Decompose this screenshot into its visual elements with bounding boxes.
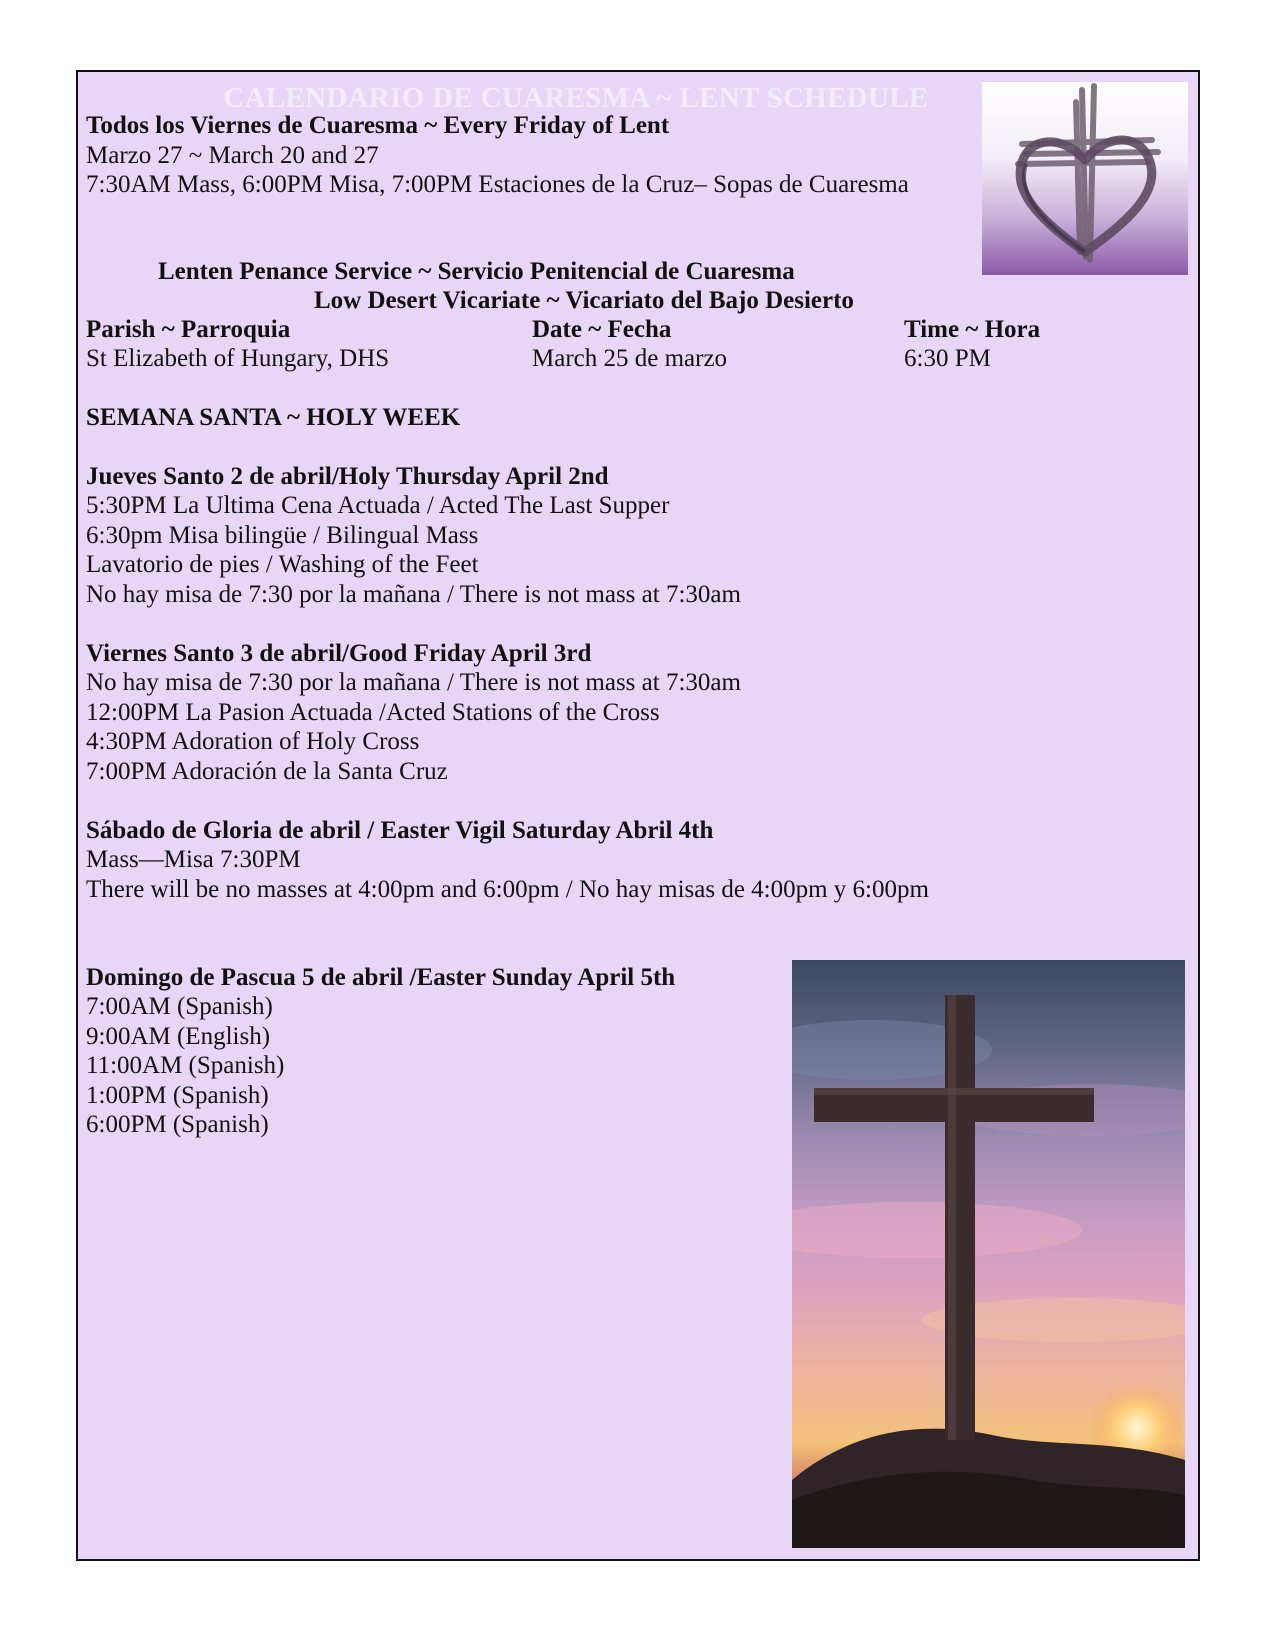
penance-heading-2: Low Desert Vicariate ~ Vicariato del Bajo Desierto: [314, 287, 854, 314]
list-item: No hay misa de 7:30 por la mañana / There is not mass at 7:30am: [86, 669, 741, 696]
holy-week-heading: SEMANA SANTA ~ HOLY WEEK: [86, 404, 461, 431]
cross-sunset-icon: [792, 960, 1185, 1548]
list-item: 6:30pm Misa bilingüe / Bilingual Mass: [86, 522, 479, 549]
list-item: 11:00AM (Spanish): [86, 1052, 285, 1079]
cell-time: 6:30 PM: [904, 345, 991, 372]
sunday-heading: Domingo de Pascua 5 de abril /Easter Sunday April 5th: [86, 964, 676, 991]
list-item: 7:00PM Adoración de la Santa Cruz: [86, 758, 448, 785]
list-item: Mass—Misa 7:30PM: [86, 846, 301, 873]
list-item: 5:30PM La Ultima Cena Actuada / Acted The Last Supper: [86, 492, 670, 519]
saturday-heading: Sábado de Gloria de abril / Easter Vigil Saturday Abril 4th: [86, 817, 714, 844]
list-item: 9:00AM (English): [86, 1023, 271, 1050]
fridays-heading: Todos los Viernes de Cuaresma ~ Every Friday of Lent: [86, 112, 670, 139]
col-header-parish: Parish ~ Parroquia: [86, 316, 291, 343]
cell-date: March 25 de marzo: [532, 345, 728, 372]
list-item: 4:30PM Adoration of Holy Cross: [86, 728, 420, 755]
list-item: 7:00AM (Spanish): [86, 993, 273, 1020]
cell-parish: St Elizabeth of Hungary, DHS: [86, 345, 390, 372]
list-item: 12:00PM La Pasion Actuada /Acted Stations of the Cross: [86, 699, 660, 726]
list-item: 1:00PM (Spanish): [86, 1082, 269, 1109]
col-header-time: Time ~ Hora: [904, 316, 1041, 343]
penance-heading-1: Lenten Penance Service ~ Servicio Penitencial de Cuaresma: [158, 258, 795, 285]
heart-cross-icon: [982, 82, 1188, 275]
friday-heading: Viernes Santo 3 de abril/Good Friday April 3rd: [86, 640, 592, 667]
thursday-heading: Jueves Santo 2 de abril/Holy Thursday April 2nd: [86, 463, 609, 490]
col-header-date: Date ~ Fecha: [532, 316, 672, 343]
list-item: No hay misa de 7:30 por la mañana / There is not mass at 7:30am: [86, 581, 741, 608]
lent-schedule-flyer: [76, 70, 1200, 1561]
fridays-schedule: 7:30AM Mass, 6:00PM Misa, 7:00PM Estaciones de la Cruz– Sopas de Cuaresma: [86, 171, 909, 198]
page-title: CALENDARIO DE CUARESMA ~ LENT SCHEDULE: [223, 82, 929, 114]
list-item: 6:00PM (Spanish): [86, 1111, 269, 1138]
list-item: There will be no masses at 4:00pm and 6:00pm / No hay misas de 4:00pm y 6:00pm: [86, 876, 929, 903]
fridays-dates: Marzo 27 ~ March 20 and 27: [86, 142, 379, 169]
list-item: Lavatorio de pies / Washing of the Feet: [86, 551, 479, 578]
